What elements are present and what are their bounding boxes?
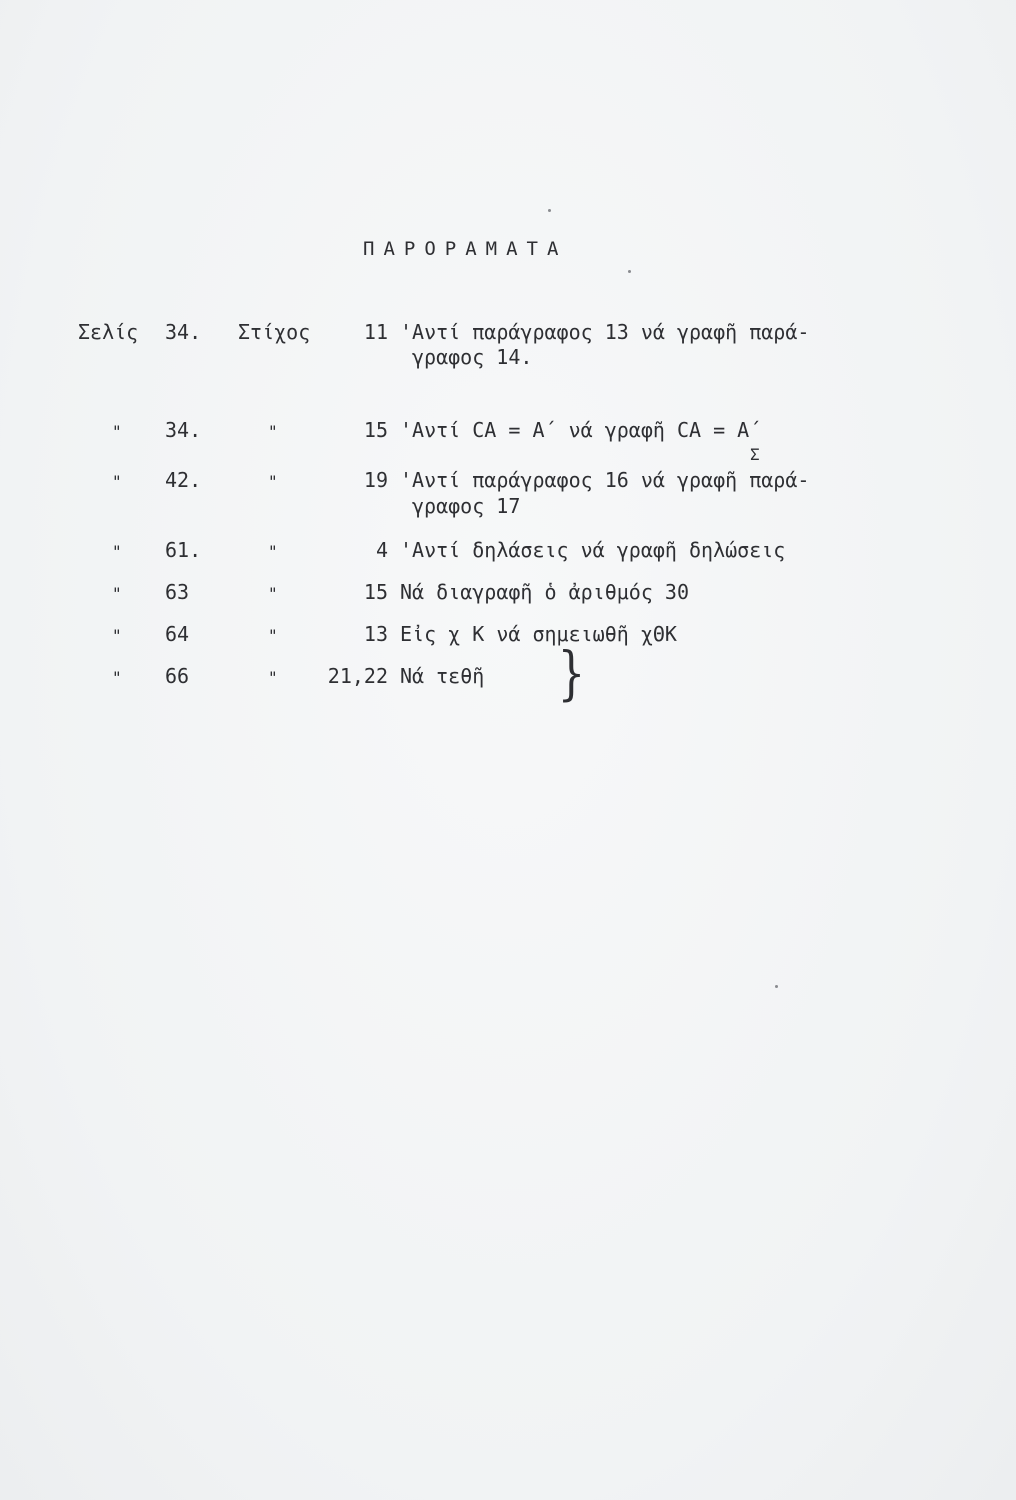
paper-speck bbox=[775, 985, 778, 988]
line-number: 4 bbox=[375, 538, 388, 562]
line-label: Στίχος bbox=[238, 320, 311, 344]
line-number: 11 bbox=[363, 320, 388, 344]
ditto-mark-page: " bbox=[112, 472, 122, 491]
line-number: 13 bbox=[363, 622, 388, 646]
correction-text: 'Αντί παράγραφος 16 νά γραφῆ παρά- bbox=[400, 468, 810, 492]
line-number: 21,22 bbox=[327, 664, 388, 688]
ditto-mark-line: " bbox=[268, 668, 278, 687]
page-title: ΠΑΡΟΡΑΜΑΤΑ bbox=[363, 238, 568, 260]
errata-row bbox=[0, 468, 1016, 494]
ditto-mark-line: " bbox=[268, 472, 278, 491]
correction-text: Νά τεθῆ bbox=[400, 664, 485, 688]
line-number: 15 bbox=[363, 580, 388, 604]
curly-brace-mark: } bbox=[557, 639, 586, 707]
page-number: 34. bbox=[165, 418, 202, 442]
errata-row bbox=[0, 580, 1016, 606]
errata-row bbox=[0, 538, 1016, 564]
ditto-mark-line: " bbox=[268, 422, 278, 441]
ditto-mark-line: " bbox=[268, 584, 278, 603]
correction-text: 'Αντί δηλάσεις νά γραφῆ δηλώσεις bbox=[400, 538, 786, 562]
correction-text: Εἰς χ Κ νά σημειωθῆ χΘΚ bbox=[400, 622, 677, 646]
ditto-mark-line: " bbox=[268, 626, 278, 645]
line-number: 19 bbox=[363, 468, 388, 492]
errata-row bbox=[0, 622, 1016, 648]
page-number: 34. bbox=[165, 320, 202, 344]
paper-speck bbox=[548, 209, 551, 212]
page-number: 61. bbox=[165, 538, 202, 562]
correction-text: Νά διαγραφῆ ὁ ἀριθμός 30 bbox=[400, 580, 689, 604]
page-number: 63 bbox=[165, 580, 190, 604]
ditto-mark-page: " bbox=[112, 422, 122, 441]
correction-text: 'Αντί παράγραφος 13 νά γραφῆ παρά- bbox=[400, 320, 810, 344]
page-label: Σελίς bbox=[78, 320, 139, 344]
errata-row bbox=[0, 418, 1016, 444]
paper-speck bbox=[628, 270, 631, 273]
page-number: 42. bbox=[165, 468, 202, 492]
ditto-mark-page: " bbox=[112, 542, 122, 561]
errata-row bbox=[0, 664, 1016, 690]
ditto-mark-page: " bbox=[112, 626, 122, 645]
ditto-mark-line: " bbox=[268, 542, 278, 561]
correction-text: 'Αντί CA = A΄ νά γραφῆ CA = A΄ bbox=[400, 418, 762, 442]
correction-continuation: γραφος 17 bbox=[412, 494, 521, 518]
correction-continuation: γραφος 14. bbox=[412, 345, 533, 369]
errata-row bbox=[0, 320, 1016, 346]
ditto-mark-page: " bbox=[112, 584, 122, 603]
ditto-mark-page: " bbox=[112, 668, 122, 687]
line-number: 15 bbox=[363, 418, 388, 442]
page-number: 64 bbox=[165, 622, 190, 646]
subscript-sigma: Σ bbox=[750, 445, 760, 464]
page-number: 66 bbox=[165, 664, 190, 688]
